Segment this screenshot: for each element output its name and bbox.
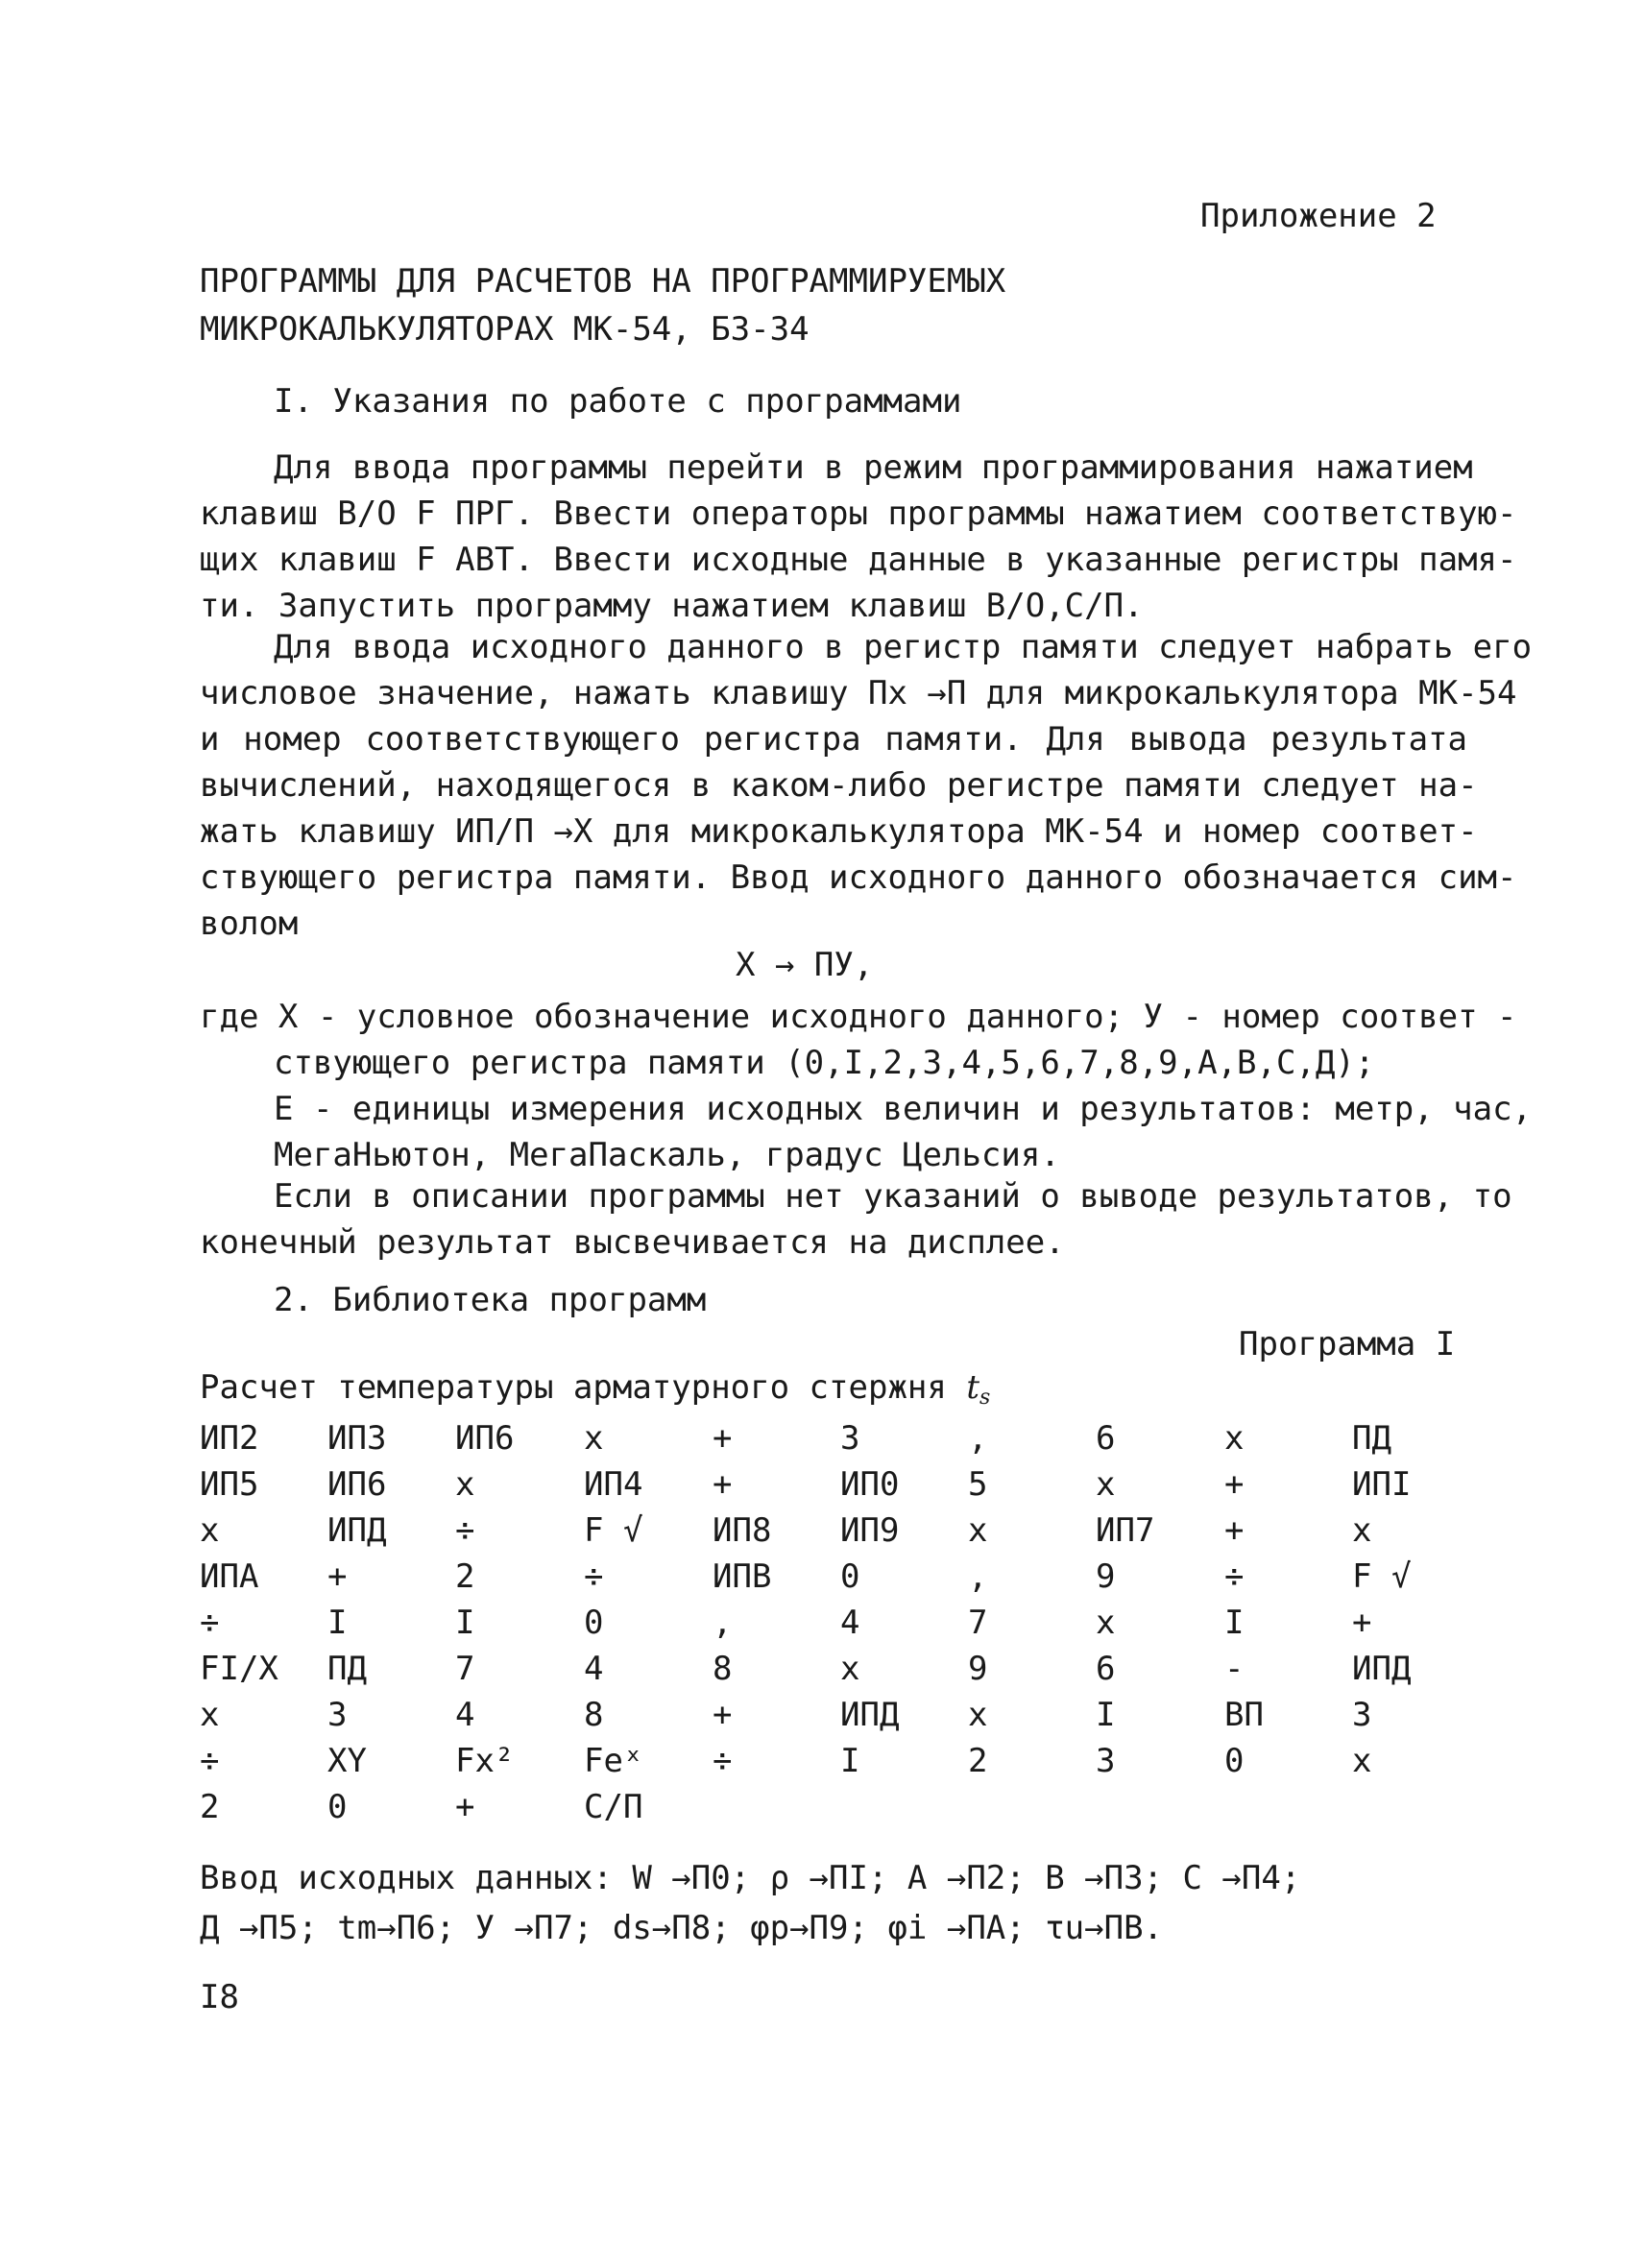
program-cell: 4 xyxy=(584,1650,604,1688)
program-cell: + xyxy=(1224,1465,1245,1504)
text-line: числовое значение, нажать клавишу Пх →П для микрокалькулятора МК-54 xyxy=(200,674,1517,712)
program-cell: Feˣ xyxy=(584,1742,643,1780)
program-cell: F √ xyxy=(1352,1557,1412,1596)
program-cell: х xyxy=(200,1696,220,1734)
program-cell: 4 xyxy=(455,1696,475,1734)
text-line: Для ввода программы перейти в режим программирования нажатием xyxy=(274,448,1473,487)
section-1-heading: I. Указания по работе с программами xyxy=(274,382,962,421)
text-line: вычислений, находящегося в каком-либо регистре памяти следует на- xyxy=(200,766,1478,805)
program-cell: + xyxy=(713,1465,733,1504)
program-cell: х xyxy=(584,1419,604,1458)
program-cell: , xyxy=(968,1419,988,1458)
program-cell: FI/X xyxy=(200,1650,278,1688)
program-cell: ИП6 xyxy=(455,1419,515,1458)
caption-var-subscript: s xyxy=(979,1386,991,1410)
program-cell: х xyxy=(455,1465,475,1504)
program-cell: 2 xyxy=(968,1742,988,1780)
program-cell: 7 xyxy=(968,1604,988,1642)
input-data-list xyxy=(200,1853,1300,1953)
program-cell: х xyxy=(968,1696,988,1734)
appendix-label: Приложение 2 xyxy=(1200,197,1437,235)
input-data-line-2: Д →П5; tm→П6; У →П7; ds→П8; φp→П9; φi →ПА; τu→ПВ. xyxy=(200,1909,1164,1947)
program-cell: ИП2 xyxy=(200,1419,259,1458)
program-cell: х xyxy=(200,1511,220,1550)
program-cell: + xyxy=(455,1788,475,1826)
text-line: Е - единицы измерения исходных величин и результатов: метр, час, xyxy=(274,1090,1533,1128)
program-cell: XY xyxy=(327,1742,367,1780)
program-cell: I xyxy=(455,1604,475,1642)
program-cell: 4 xyxy=(840,1604,860,1642)
program-cell: 3 xyxy=(327,1696,348,1734)
program-cell: 0 xyxy=(1224,1742,1245,1780)
paragraph-1 xyxy=(200,445,1517,629)
program-cell: 9 xyxy=(968,1650,988,1688)
program-cell: х xyxy=(1096,1465,1116,1504)
text-line: и номер соответствующего регистра памяти. Для вывода результата xyxy=(200,720,1467,759)
program-cell: ИП8 xyxy=(713,1511,772,1550)
caption-text: Расчет температуры арматурного стержня xyxy=(200,1368,947,1407)
program-cell: ИП9 xyxy=(840,1511,900,1550)
program-cell: 0 xyxy=(327,1788,348,1826)
program-cell: С/П xyxy=(584,1788,643,1826)
program-cell: 3 xyxy=(1096,1742,1116,1780)
text-line: конечный результат высвечивается на дисплее. xyxy=(200,1223,1065,1262)
program-cell: ИП6 xyxy=(327,1465,387,1504)
program-cell: ИПД xyxy=(1352,1650,1412,1688)
paragraph-2 xyxy=(200,624,1533,947)
program-cell: ВП xyxy=(1224,1696,1264,1734)
program-cell: ÷ xyxy=(584,1557,604,1596)
input-data-line-1: Ввод исходных данных: W →П0; ρ →ПI; А →П2; В →П3; С →П4; xyxy=(200,1859,1301,1897)
program-cell: х xyxy=(1224,1419,1245,1458)
program-cell: ИП5 xyxy=(200,1465,259,1504)
program-cell: 3 xyxy=(840,1419,860,1458)
program-cell: х xyxy=(1096,1604,1116,1642)
program-cell: ПД xyxy=(1352,1419,1391,1458)
program-cell: ИП0 xyxy=(840,1465,900,1504)
text-line: щих клавиш F АВТ. Ввести исходные данные в указанные регистры памя- xyxy=(200,541,1517,579)
program-cell: I xyxy=(1096,1696,1116,1734)
title-line-1: ПРОГРАММЫ ДЛЯ РАСЧЕТОВ НА ПРОГРАММИРУЕМЫХ xyxy=(200,262,1006,301)
program-cell: 6 xyxy=(1096,1419,1116,1458)
program-cell: + xyxy=(1224,1511,1245,1550)
program-cell: х xyxy=(1352,1511,1372,1550)
document-title xyxy=(200,257,1005,353)
input-notation-formula: Х → ПУ, xyxy=(736,946,874,984)
program-cell: ИП4 xyxy=(584,1465,643,1504)
text-line: МегаНьютон, МегаПаскаль, градус Цельсия. xyxy=(274,1136,1060,1174)
program-cell: х xyxy=(968,1511,988,1550)
program-cell: F √ xyxy=(584,1511,643,1550)
program-cell: ÷ xyxy=(713,1742,733,1780)
program-cell: 3 xyxy=(1352,1696,1372,1734)
program-cell: ИПД xyxy=(840,1696,900,1734)
program-cell: ÷ xyxy=(200,1742,220,1780)
program-cell: 8 xyxy=(713,1650,733,1688)
program-cell: , xyxy=(968,1557,988,1596)
program-cell: ИПД xyxy=(327,1511,387,1550)
program-cell: ÷ xyxy=(455,1511,475,1550)
program-cell: х xyxy=(840,1650,860,1688)
program-cell: ИП3 xyxy=(327,1419,387,1458)
program-cell: + xyxy=(1352,1604,1372,1642)
caption-variable xyxy=(966,1368,991,1410)
program-cell: ИПА xyxy=(200,1557,259,1596)
program-cell: ÷ xyxy=(200,1604,220,1642)
program-cell: ПД xyxy=(327,1650,367,1688)
program-cell: 5 xyxy=(968,1465,988,1504)
text-line: ти. Запустить программу нажатием клавиш В/О,С/П. xyxy=(200,587,1144,625)
program-cell: + xyxy=(327,1557,348,1596)
program-cell: + xyxy=(713,1696,733,1734)
text-line: клавиш В/О F ПРГ. Ввести операторы программы нажатием соответствую- xyxy=(200,495,1517,533)
program-cell: I xyxy=(327,1604,348,1642)
title-line-2: МИКРОКАЛЬКУЛЯТОРАХ МК-54, БЗ-34 xyxy=(200,310,810,349)
program-cell: ÷ xyxy=(1224,1557,1245,1596)
program-cell: 2 xyxy=(455,1557,475,1596)
text-line: жать клавишу ИП/П →Х для микрокалькулятора МК-54 и номер соответ- xyxy=(200,812,1478,851)
program-cell: , xyxy=(713,1604,733,1642)
program-cell: 9 xyxy=(1096,1557,1116,1596)
program-cell: + xyxy=(713,1419,733,1458)
program-cell: 8 xyxy=(584,1696,604,1734)
text-line: ствующего регистра памяти. Ввод исходного данного обозначается сим- xyxy=(200,858,1517,897)
text-line: ствующего регистра памяти (0,I,2,3,4,5,6,7,8,9,А,В,С,Д); xyxy=(274,1044,1375,1082)
program-cell: ИП7 xyxy=(1096,1511,1155,1550)
program-cell: - xyxy=(1224,1650,1245,1688)
page-number: I8 xyxy=(200,1978,239,2016)
program-cell: I xyxy=(840,1742,860,1780)
section-2-heading: 2. Библиотека программ xyxy=(274,1281,707,1319)
program-cell: I xyxy=(1224,1604,1245,1642)
program-cell: 6 xyxy=(1096,1650,1116,1688)
where-clause xyxy=(200,994,1532,1178)
program-cell: ИПI xyxy=(1352,1465,1412,1504)
caption-var-symbol: t xyxy=(966,1368,980,1407)
text-line: Если в описании программы нет указаний о выводе результатов, то xyxy=(274,1177,1512,1216)
program-cell: 2 xyxy=(200,1788,220,1826)
program-cell: 7 xyxy=(455,1650,475,1688)
text-line: волом xyxy=(200,905,299,943)
program-caption xyxy=(200,1368,990,1410)
program-cell: 0 xyxy=(584,1604,604,1642)
program-cell: ИПВ xyxy=(713,1557,772,1596)
text-line: Для ввода исходного данного в регистр памяти следует набрать его xyxy=(274,628,1533,666)
program-cell: 0 xyxy=(840,1557,860,1596)
program-cell: Fx² xyxy=(455,1742,515,1780)
program-cell: х xyxy=(1352,1742,1372,1780)
paragraph-3 xyxy=(200,1173,1512,1266)
program-label: Программа I xyxy=(1239,1325,1456,1363)
text-line: где Х - условное обозначение исходного данного; У - номер соответ - xyxy=(200,998,1517,1036)
